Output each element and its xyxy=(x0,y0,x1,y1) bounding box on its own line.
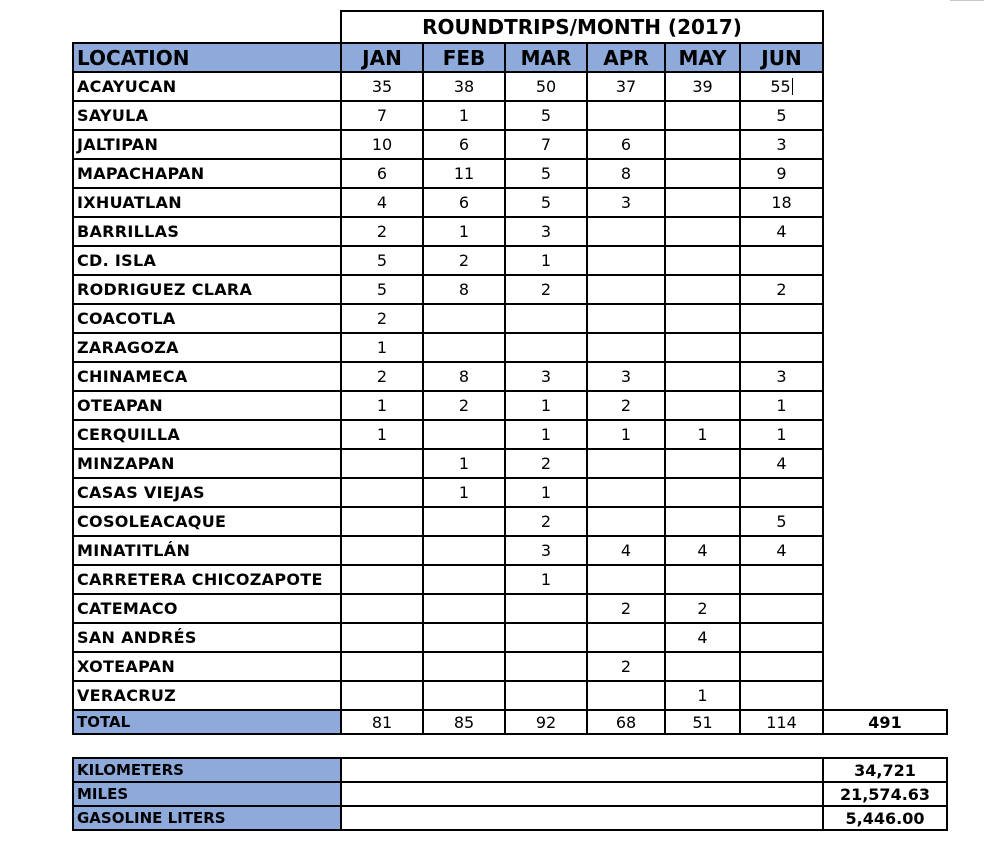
value-cell[interactable] xyxy=(664,71,741,102)
grand-total-value: 491 xyxy=(868,712,902,732)
value-cell[interactable] xyxy=(664,158,741,189)
value-cell[interactable] xyxy=(664,303,741,334)
column-header-label: MAR xyxy=(520,45,572,70)
value-text: 37 xyxy=(615,77,637,96)
value-cell[interactable] xyxy=(504,390,588,421)
location-cell[interactable] xyxy=(72,477,342,508)
value-text: 4 xyxy=(776,454,787,473)
location-label: RODRIGUEZ CLARA xyxy=(77,280,253,299)
value-cell[interactable] xyxy=(664,332,741,363)
value-cell[interactable] xyxy=(739,216,824,247)
value-cell[interactable] xyxy=(586,448,666,479)
value-text: 1 xyxy=(540,396,552,415)
summary-value: 5,446.00 xyxy=(845,808,925,828)
value-cell[interactable] xyxy=(739,593,824,624)
value-cell[interactable] xyxy=(664,361,741,392)
value-text: 2 xyxy=(376,309,388,328)
value-cell[interactable] xyxy=(340,506,424,537)
value-cell[interactable] xyxy=(664,448,741,479)
value-cell[interactable] xyxy=(504,361,588,392)
value-text: 5 xyxy=(776,512,787,531)
location-cell[interactable] xyxy=(72,680,342,711)
column-header-jun[interactable] xyxy=(739,42,824,73)
value-cell[interactable] xyxy=(586,216,666,247)
text-cursor xyxy=(792,78,793,95)
value-cell[interactable] xyxy=(422,158,506,189)
value-cell[interactable] xyxy=(739,680,824,711)
value-text: 1 xyxy=(458,454,470,473)
value-text: 10 xyxy=(371,135,393,154)
value-cell[interactable] xyxy=(586,390,666,421)
column-header-apr[interactable] xyxy=(586,42,666,73)
total-value-cell[interactable] xyxy=(340,709,424,735)
value-text: 7 xyxy=(540,135,552,154)
location-cell[interactable] xyxy=(72,129,342,160)
location-cell[interactable] xyxy=(72,564,342,595)
value-cell[interactable] xyxy=(340,158,424,189)
total-value-cell[interactable] xyxy=(664,709,741,735)
value-cell[interactable] xyxy=(340,274,424,305)
value-cell[interactable] xyxy=(739,361,824,392)
value-text: 5 xyxy=(540,164,552,183)
location-label: OTEAPAN xyxy=(77,396,163,415)
value-cell[interactable] xyxy=(739,419,824,450)
value-text: 5 xyxy=(376,280,388,299)
value-cell[interactable] xyxy=(504,274,588,305)
total-value-cell[interactable] xyxy=(504,709,588,735)
location-label: CHINAMECA xyxy=(77,367,188,386)
value-text: 55 xyxy=(770,77,791,96)
total-value-text: 85 xyxy=(453,712,475,732)
location-cell[interactable] xyxy=(72,216,342,247)
value-cell[interactable] xyxy=(664,564,741,595)
column-header-label: JAN xyxy=(362,45,402,70)
value-cell[interactable] xyxy=(739,477,824,508)
value-cell[interactable] xyxy=(586,593,666,624)
value-cell[interactable] xyxy=(664,506,741,537)
column-header-feb[interactable] xyxy=(422,42,506,73)
value-cell[interactable] xyxy=(586,158,666,189)
value-text: 4 xyxy=(776,541,787,560)
value-cell[interactable] xyxy=(340,303,424,334)
summary-value: 21,574.63 xyxy=(839,784,931,804)
value-cell[interactable] xyxy=(739,100,824,131)
location-cell[interactable] xyxy=(72,622,342,653)
location-cell[interactable] xyxy=(72,332,342,363)
location-label: ZARAGOZA xyxy=(77,338,179,357)
column-header-label: FEB xyxy=(442,45,486,70)
value-cell[interactable] xyxy=(504,245,588,276)
value-cell[interactable] xyxy=(664,100,741,131)
location-cell[interactable] xyxy=(72,245,342,276)
location-label: CERQUILLA xyxy=(77,425,181,444)
value-text: 5 xyxy=(540,193,552,212)
summary-label: MILES xyxy=(77,785,129,803)
value-text: 2 xyxy=(458,396,470,415)
value-text: 6 xyxy=(376,164,388,183)
location-cell[interactable] xyxy=(72,361,342,392)
total-value-cell[interactable] xyxy=(422,709,506,735)
value-cell[interactable] xyxy=(664,245,741,276)
value-text: 4 xyxy=(697,541,708,560)
value-text: 1 xyxy=(697,686,708,705)
value-text: 2 xyxy=(376,367,388,386)
location-label: VERACRUZ xyxy=(77,686,177,705)
location-label: COACOTLA xyxy=(77,309,176,328)
value-cell[interactable] xyxy=(586,303,666,334)
value-cell[interactable] xyxy=(586,651,666,682)
value-cell[interactable] xyxy=(664,535,741,566)
total-label-cell[interactable] xyxy=(72,709,342,735)
value-cell[interactable] xyxy=(664,419,741,450)
total-value-text: 51 xyxy=(692,712,713,732)
value-cell[interactable] xyxy=(739,187,824,218)
value-text: 1 xyxy=(376,425,388,444)
value-cell[interactable] xyxy=(422,593,506,624)
value-cell[interactable] xyxy=(664,216,741,247)
value-text: 3 xyxy=(540,367,552,386)
value-text: 1 xyxy=(458,222,470,241)
value-text: 2 xyxy=(540,512,552,531)
value-text: 3 xyxy=(540,541,552,560)
value-cell[interactable] xyxy=(504,158,588,189)
value-cell[interactable] xyxy=(739,651,824,682)
value-cell[interactable] xyxy=(422,274,506,305)
value-cell[interactable] xyxy=(586,506,666,537)
value-text: 1 xyxy=(376,396,388,415)
value-cell[interactable] xyxy=(340,187,424,218)
value-text: 2 xyxy=(620,657,632,676)
value-text: 35 xyxy=(371,77,393,96)
value-text: 8 xyxy=(620,164,632,183)
value-cell[interactable] xyxy=(340,680,424,711)
value-cell[interactable] xyxy=(504,71,588,102)
value-text: 3 xyxy=(620,367,632,386)
summary-blank-cell[interactable] xyxy=(340,805,824,831)
location-cell[interactable] xyxy=(72,390,342,421)
value-cell[interactable] xyxy=(340,216,424,247)
summary-blank-cell[interactable] xyxy=(340,781,824,807)
summary-value-cell[interactable] xyxy=(822,805,948,831)
value-cell[interactable] xyxy=(422,361,506,392)
value-cell[interactable] xyxy=(422,651,506,682)
location-label: COSOLEACAQUE xyxy=(77,512,227,531)
location-cell[interactable] xyxy=(72,506,342,537)
value-cell[interactable] xyxy=(340,390,424,421)
value-cell[interactable] xyxy=(504,303,588,334)
value-text: 2 xyxy=(540,454,552,473)
summary-blank-cell[interactable] xyxy=(340,757,824,783)
value-text: 8 xyxy=(458,280,470,299)
location-cell[interactable] xyxy=(72,535,342,566)
value-cell[interactable] xyxy=(340,477,424,508)
location-cell[interactable] xyxy=(72,303,342,334)
value-text: 2 xyxy=(776,280,787,299)
value-cell[interactable] xyxy=(504,216,588,247)
value-cell[interactable] xyxy=(504,535,588,566)
value-cell[interactable] xyxy=(664,129,741,160)
summary-value-cell[interactable] xyxy=(822,781,948,807)
value-cell[interactable] xyxy=(739,535,824,566)
column-header-label: APR xyxy=(603,45,649,70)
value-text: 6 xyxy=(458,193,470,212)
total-value-text: 92 xyxy=(535,712,557,732)
value-cell[interactable] xyxy=(664,390,741,421)
location-cell[interactable] xyxy=(72,593,342,624)
value-cell[interactable] xyxy=(586,274,666,305)
value-cell[interactable] xyxy=(504,622,588,653)
value-text: 1 xyxy=(540,251,552,270)
total-label: TOTAL xyxy=(77,713,131,731)
value-cell[interactable] xyxy=(340,332,424,363)
value-cell[interactable] xyxy=(586,129,666,160)
value-cell[interactable] xyxy=(664,680,741,711)
value-cell[interactable] xyxy=(664,593,741,624)
location-label: CD. ISLA xyxy=(77,251,157,270)
value-text: 5 xyxy=(776,106,787,125)
value-cell[interactable] xyxy=(739,158,824,189)
location-cell[interactable] xyxy=(72,100,342,131)
value-cell[interactable] xyxy=(739,506,824,537)
value-cell[interactable] xyxy=(586,361,666,392)
value-cell[interactable] xyxy=(586,680,666,711)
value-text: 1 xyxy=(697,425,708,444)
value-cell[interactable] xyxy=(422,100,506,131)
value-text: 4 xyxy=(376,193,388,212)
value-text: 39 xyxy=(692,77,713,96)
column-header-jan[interactable] xyxy=(340,42,424,73)
value-text: 1 xyxy=(540,425,552,444)
value-text: 1 xyxy=(620,425,632,444)
value-text: 1 xyxy=(540,483,552,502)
value-cell[interactable] xyxy=(739,390,824,421)
value-cell[interactable] xyxy=(422,535,506,566)
value-cell[interactable] xyxy=(340,361,424,392)
value-cell[interactable] xyxy=(422,390,506,421)
grand-total-cell[interactable] xyxy=(822,709,948,735)
title-text: ROUNDTRIPS/MONTH (2017) xyxy=(422,15,742,39)
value-text: 4 xyxy=(620,541,632,560)
value-cell[interactable] xyxy=(586,535,666,566)
value-cell[interactable] xyxy=(422,332,506,363)
value-cell[interactable] xyxy=(739,129,824,160)
value-cell[interactable] xyxy=(739,622,824,653)
value-cell[interactable] xyxy=(504,100,588,131)
value-cell[interactable] xyxy=(586,332,666,363)
value-cell[interactable] xyxy=(422,506,506,537)
value-text: 1 xyxy=(376,338,388,357)
value-text: 9 xyxy=(776,164,787,183)
value-text: 1 xyxy=(458,483,470,502)
summary-label-cell[interactable] xyxy=(72,757,342,783)
summary-label-cell[interactable] xyxy=(72,781,342,807)
value-cell[interactable] xyxy=(586,71,666,102)
location-cell[interactable] xyxy=(72,274,342,305)
value-cell[interactable] xyxy=(340,564,424,595)
value-cell[interactable] xyxy=(739,274,824,305)
location-label: CATEMACO xyxy=(77,599,178,618)
value-cell[interactable] xyxy=(340,622,424,653)
value-cell[interactable] xyxy=(664,187,741,218)
value-cell[interactable] xyxy=(504,506,588,537)
value-cell[interactable] xyxy=(739,564,824,595)
value-cell[interactable] xyxy=(422,564,506,595)
value-text: 2 xyxy=(620,396,632,415)
sheet-edge-line xyxy=(950,0,984,1)
value-cell[interactable] xyxy=(422,448,506,479)
value-cell[interactable] xyxy=(504,419,588,450)
value-cell[interactable] xyxy=(586,477,666,508)
value-cell[interactable] xyxy=(664,274,741,305)
location-cell[interactable] xyxy=(72,187,342,218)
summary-label-cell[interactable] xyxy=(72,805,342,831)
value-cell[interactable] xyxy=(664,622,741,653)
location-cell[interactable] xyxy=(72,448,342,479)
value-text: 18 xyxy=(771,193,792,212)
location-label: MINATITLÁN xyxy=(77,541,191,560)
total-value-cell[interactable] xyxy=(586,709,666,735)
value-cell[interactable] xyxy=(739,71,824,102)
column-header-may[interactable] xyxy=(664,42,741,73)
value-cell[interactable] xyxy=(504,680,588,711)
value-cell[interactable] xyxy=(739,332,824,363)
location-label: CASAS VIEJAS xyxy=(77,483,205,502)
value-cell[interactable] xyxy=(586,187,666,218)
location-label: BARRILLAS xyxy=(77,222,180,241)
location-label: SAN ANDRÉS xyxy=(77,628,197,647)
value-text: 5 xyxy=(376,251,388,270)
value-text: 2 xyxy=(458,251,470,270)
value-cell[interactable] xyxy=(739,245,824,276)
location-label: IXHUATLAN xyxy=(77,193,182,212)
value-text: 6 xyxy=(458,135,470,154)
value-cell[interactable] xyxy=(422,129,506,160)
value-text: 1 xyxy=(776,425,787,444)
value-text: 1 xyxy=(458,106,470,125)
value-cell[interactable] xyxy=(504,564,588,595)
value-cell[interactable] xyxy=(340,419,424,450)
value-cell[interactable] xyxy=(422,477,506,508)
value-cell[interactable] xyxy=(586,245,666,276)
value-text: 5 xyxy=(540,106,552,125)
value-cell[interactable] xyxy=(664,477,741,508)
value-cell[interactable] xyxy=(504,448,588,479)
location-label: JALTIPAN xyxy=(77,135,159,154)
location-cell[interactable] xyxy=(72,158,342,189)
column-header-label: LOCATION xyxy=(77,45,190,70)
value-text: 6 xyxy=(620,135,632,154)
value-cell[interactable] xyxy=(340,593,424,624)
value-cell[interactable] xyxy=(504,187,588,218)
value-text: 3 xyxy=(776,367,787,386)
value-cell[interactable] xyxy=(340,71,424,102)
value-cell[interactable] xyxy=(504,129,588,160)
total-value-text: 114 xyxy=(766,712,797,732)
value-text: 3 xyxy=(540,222,552,241)
value-cell[interactable] xyxy=(422,622,506,653)
value-cell[interactable] xyxy=(422,71,506,102)
value-text: 7 xyxy=(376,106,388,125)
value-text: 1 xyxy=(776,396,787,415)
value-cell[interactable] xyxy=(422,680,506,711)
value-cell[interactable] xyxy=(664,651,741,682)
value-text: 3 xyxy=(620,193,632,212)
total-value-text: 81 xyxy=(371,712,393,732)
location-label: ACAYUCAN xyxy=(77,77,177,96)
value-text: 2 xyxy=(697,599,708,618)
value-cell[interactable] xyxy=(504,651,588,682)
value-cell[interactable] xyxy=(504,477,588,508)
value-cell[interactable] xyxy=(340,129,424,160)
value-cell[interactable] xyxy=(586,419,666,450)
summary-label: KILOMETERS xyxy=(77,761,184,779)
value-cell[interactable] xyxy=(739,448,824,479)
value-cell[interactable] xyxy=(422,187,506,218)
location-label: XOTEAPAN xyxy=(77,657,176,676)
value-text: 3 xyxy=(776,135,787,154)
location-cell[interactable] xyxy=(72,419,342,450)
value-cell[interactable] xyxy=(586,622,666,653)
column-header-location[interactable] xyxy=(72,42,342,73)
value-cell[interactable] xyxy=(340,100,424,131)
summary-value: 34,721 xyxy=(854,760,916,780)
value-text: 1 xyxy=(540,570,552,589)
value-cell[interactable] xyxy=(340,651,424,682)
value-cell[interactable] xyxy=(340,448,424,479)
column-header-label: JUN xyxy=(761,45,802,70)
value-text: 4 xyxy=(776,222,787,241)
value-cell[interactable] xyxy=(422,245,506,276)
column-header-mar[interactable] xyxy=(504,42,588,73)
value-cell[interactable] xyxy=(739,303,824,334)
location-cell[interactable] xyxy=(72,71,342,102)
total-value-cell[interactable] xyxy=(739,709,824,735)
value-cell[interactable] xyxy=(340,535,424,566)
value-text: 4 xyxy=(697,628,708,647)
page-title xyxy=(340,10,824,44)
value-text: 2 xyxy=(620,599,632,618)
location-label: CARRETERA CHICOZAPOTE xyxy=(77,570,323,589)
location-label: MAPACHAPAN xyxy=(77,164,205,183)
summary-label: GASOLINE LITERS xyxy=(77,809,226,827)
value-cell[interactable] xyxy=(586,564,666,595)
value-cell[interactable] xyxy=(422,419,506,450)
summary-value-cell[interactable] xyxy=(822,757,948,783)
location-label: MINZAPAN xyxy=(77,454,175,473)
value-text: 50 xyxy=(535,77,557,96)
value-cell[interactable] xyxy=(422,216,506,247)
location-cell[interactable] xyxy=(72,651,342,682)
value-text: 2 xyxy=(376,222,388,241)
value-text: 2 xyxy=(540,280,552,299)
value-text: 11 xyxy=(453,164,475,183)
value-cell[interactable] xyxy=(340,245,424,276)
value-cell[interactable] xyxy=(586,100,666,131)
value-text: 8 xyxy=(458,367,470,386)
location-label: SAYULA xyxy=(77,106,149,125)
total-value-text: 68 xyxy=(615,712,637,732)
value-cell[interactable] xyxy=(422,303,506,334)
value-text: 38 xyxy=(453,77,475,96)
column-header-label: MAY xyxy=(678,45,727,70)
value-cell[interactable] xyxy=(504,332,588,363)
value-cell[interactable] xyxy=(504,593,588,624)
